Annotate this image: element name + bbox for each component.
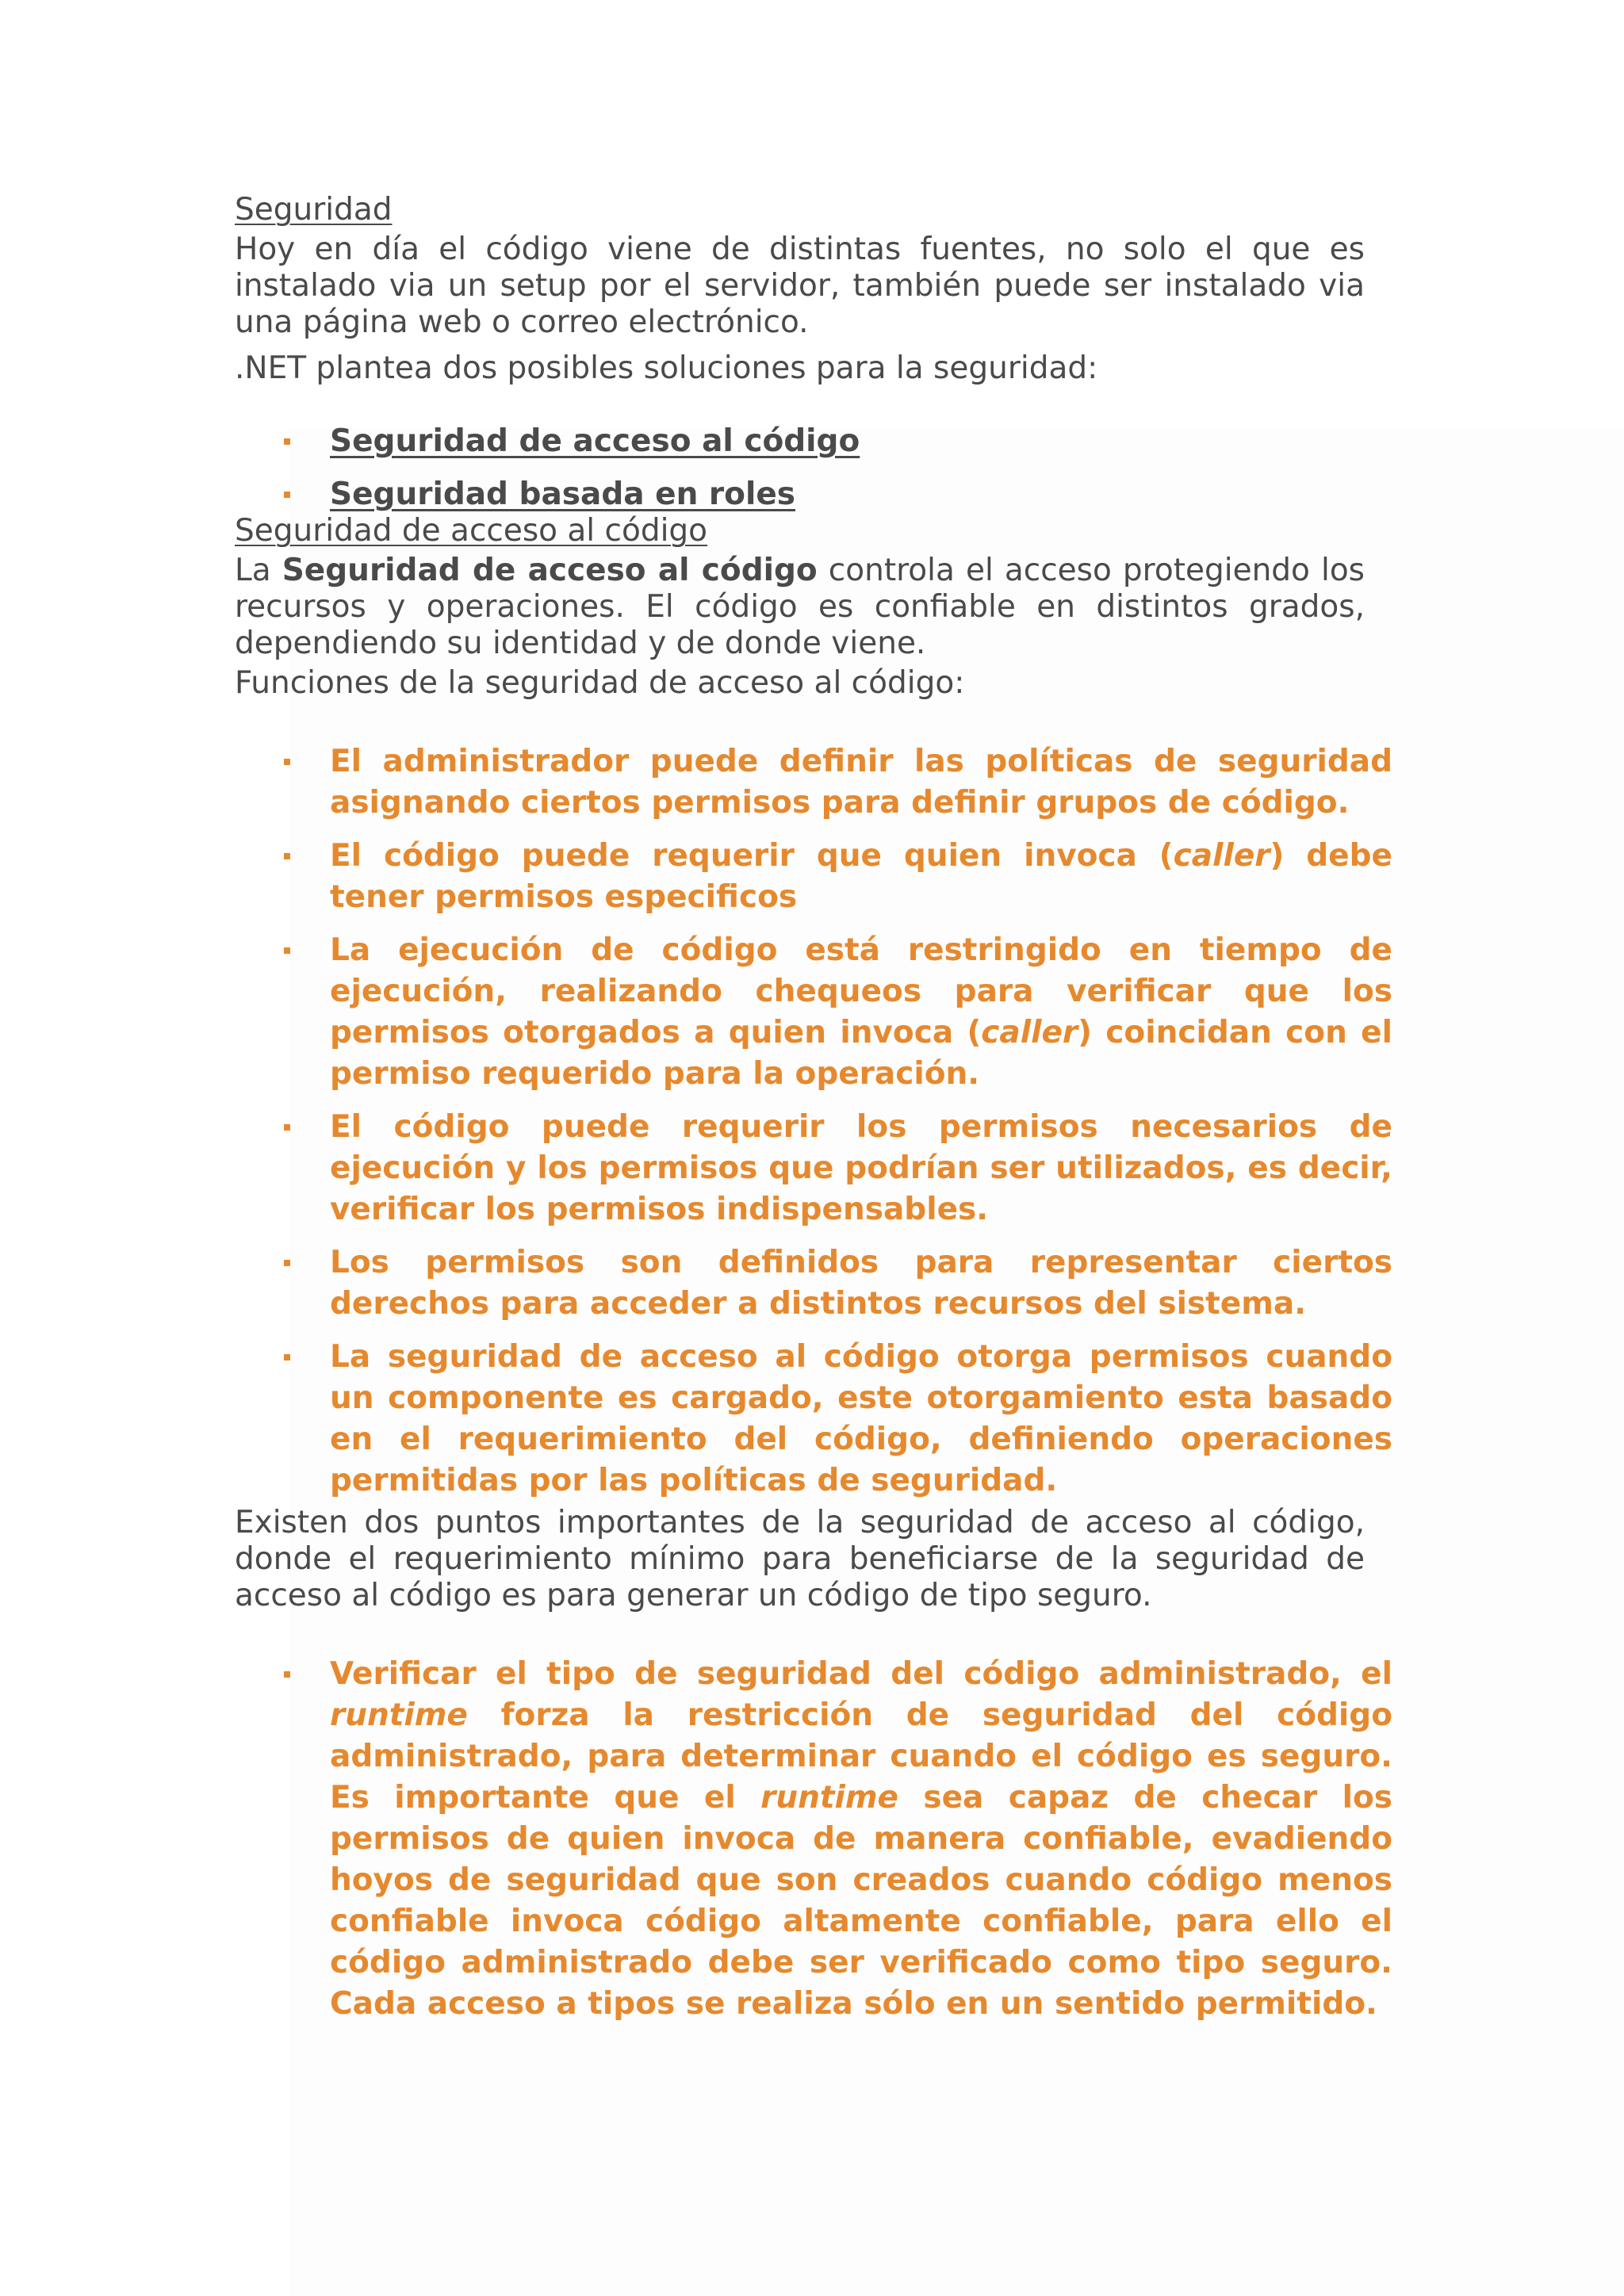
link-code-access-security[interactable]: Seguridad de acceso al código [330,423,860,459]
list-item [235,836,1392,918]
caller-term: caller [981,1015,1078,1050]
net-intro-paragraph: .NET plantea dos posibles soluciones para la seguridad: [235,350,1098,386]
function-text: El código puede requerir que quien invoca (caller) debe tener permisos especificos [330,838,1392,915]
bullet-icon [284,438,290,445]
caller-term: caller [1173,838,1270,874]
function-text: Los permisos son definidos para representar ciertos derechos para acceder a distintos recursos del sistema. [330,1245,1392,1322]
verify-list [235,1654,1392,2025]
bullet-icon [284,1671,290,1678]
cas-paragraph [235,553,1365,662]
list-item [235,1107,1392,1230]
cas-bold: Seguridad de acceso al código [282,553,818,588]
bullet-icon [284,853,290,859]
function-text: La ejecución de código está restringido en tiempo de ejecución, realizando chequeos para verificar que los permisos otorgados a quien invoca (caller) coincidan con el permiso requerido para la operación. [330,932,1392,1092]
bullet-icon [284,1124,290,1131]
bullet-icon [284,1260,290,1266]
list-item[interactable] [235,423,1365,460]
document-body [235,192,1392,2025]
points-intro: Existen dos puntos importantes de la seguridad de acceso al código, donde el requerimiento mínimo para beneficiarse de la seguridad de acceso al código es para generar un código de tipo seguro. [235,1505,1365,1613]
intro-paragraph: Hoy en día el código viene de distintas fuentes, no solo el que es instalado via un setup por el servidor, también puede ser instalado via una página web o correo electrónico. [235,232,1365,340]
verify-text: Verificar el tipo de seguridad del código administrado, el runtime forza la restricción de seguridad del código administrado, para determinar cuando el código es seguro. Es importante que el runtime sea capaz de checar los permisos de quien invoca de manera confiable, evadiendo hoyos de seguridad que son creados cuando código menos confiable invoca código altamente confiable, para ello el código administrado debe ser verificado como tipo seguro. Cada acceso a tipos se realiza sólo en un sentido permitido. [330,1656,1392,2022]
function-text: El código puede requerir los permisos necesarios de ejecución y los permisos que podrían ser utilizados, es decir, verificar los permisos indispensables. [330,1109,1392,1227]
list-item [235,1654,1392,2025]
link-role-based-security[interactable]: Seguridad basada en roles [330,476,795,512]
heading-code-access-security: Seguridad de acceso al código [235,513,708,549]
list-item[interactable] [235,476,1365,513]
list-item [235,1242,1392,1325]
bullet-icon [284,759,290,765]
cas-suffix: controla el acceso protegiendo los recursos y operaciones. El código es confiable en distintos grados, dependiendo su identidad y de donde viene. [235,553,1365,661]
heading-seguridad: Seguridad [235,192,393,228]
list-item [235,930,1392,1095]
bullet-icon [284,492,290,498]
function-text: El administrador puede definir las políticas de seguridad asignando ciertos permisos para definir grupos de código. [330,744,1392,821]
security-solutions-list [235,423,1365,513]
runtime-term: runtime [760,1780,898,1816]
functions-list [235,741,1392,1502]
functions-intro: Funciones de la seguridad de acceso al código: [235,665,965,701]
bullet-icon [284,947,290,954]
list-item [235,741,1392,824]
function-text: La seguridad de acceso al código otorga permisos cuando un componente es cargado, este otorgamiento esta basado en el requerimiento del código, definiendo operaciones permitidas por las políticas de seguridad. [330,1339,1392,1498]
list-item [235,1337,1392,1502]
runtime-term: runtime [330,1697,468,1733]
cas-prefix: La [235,553,282,588]
bullet-icon [284,1354,290,1360]
